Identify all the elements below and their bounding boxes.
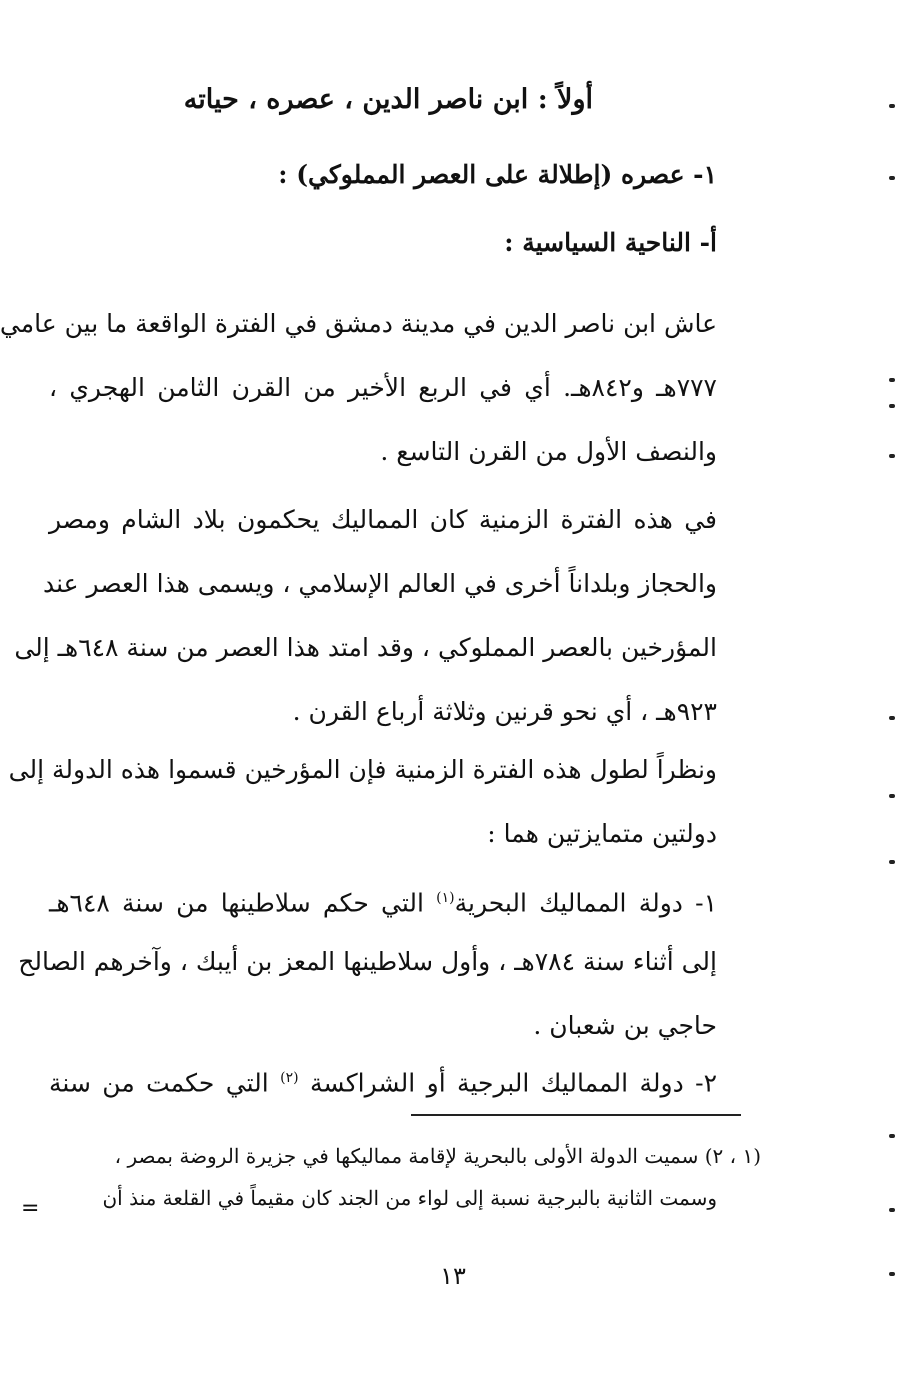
line-text: التي حكمت من سنة xyxy=(49,1068,281,1098)
paragraph-line: في هذه الفترة الزمنية كان المماليك يحكمون بلاد الشام ومصر xyxy=(49,505,717,534)
paragraph-line: ونظراً لطول هذه الفترة الزمنية فإن المؤرخين قسموا هذه الدولة إلى xyxy=(8,755,717,784)
scan-edge-mark xyxy=(889,716,895,720)
paragraph-line xyxy=(49,866,717,930)
paragraph-3 xyxy=(8,738,717,866)
continuation-mark: = xyxy=(21,1196,40,1221)
scan-edge-mark xyxy=(889,176,895,180)
paragraph-line: المؤرخين بالعصر المملوكي ، وقد امتد هذا العصر من سنة ٦٤٨هـ إلى xyxy=(14,633,717,662)
paragraph-2 xyxy=(14,488,717,744)
subsubsection-heading: أ- الناحية السياسية : xyxy=(504,228,717,257)
paragraph-line: ٩٢٣هـ ، أي نحو قرنين وثلاثة أرباع القرن . xyxy=(292,697,717,726)
paragraph-line: والنصف الأول من القرن التاسع . xyxy=(380,437,717,466)
paragraph-line: ٧٧٧هـ و٨٤٢هـ. أي في الربع الأخير من القرن الثامن الهجري ، xyxy=(49,373,717,402)
scan-edge-mark xyxy=(889,1272,895,1276)
scan-edge-mark xyxy=(889,1134,895,1138)
paragraph-line: دولتين متمايزتين هما : xyxy=(487,819,717,848)
paragraph-5 xyxy=(49,1046,717,1110)
scan-edge-mark xyxy=(889,404,895,408)
line-text: التي حكم سلاطينها من سنة ٦٤٨هـ xyxy=(49,888,437,918)
scan-edge-mark xyxy=(889,378,895,382)
scan-edge-mark xyxy=(889,860,895,864)
footnote-ref-2[interactable]: (٢) xyxy=(280,1070,299,1086)
subsection-heading: ١- عصره (إطلالة على العصر المملوكي) : xyxy=(278,160,717,189)
paragraph-line: إلى أثناء سنة ٧٨٤هـ ، وأول سلاطينها المعز بن أيبك ، وآخرهم الصالح xyxy=(18,947,717,976)
scan-edge-mark xyxy=(889,454,895,458)
paragraph-1 xyxy=(0,292,717,484)
footnote-separator xyxy=(411,1114,741,1116)
footnote-line: وسمت الثانية بالبرجية نسبة إلى لواء من الجند كان مقيماً في القلعة منذ أن xyxy=(102,1186,717,1210)
footnote-ref-1[interactable]: (١) xyxy=(436,890,455,906)
scan-edge-mark xyxy=(889,1208,895,1212)
paragraph-line: عاش ابن ناصر الدين في مدينة دمشق في الفترة الواقعة ما بين عامي xyxy=(0,309,717,338)
line-text: ٢- دولة المماليك البرجية أو الشراكسة xyxy=(298,1068,717,1098)
paragraph-line: والحجاز وبلداناً أخرى في العالم الإسلامي ، ويسمى هذا العصر عند xyxy=(43,569,717,598)
footnote-line: (١ ، ٢) سميت الدولة الأولى بالبحرية لإقامة مماليكها في جزيرة الروضة بمصر ، xyxy=(114,1144,761,1168)
section-heading: أولاً : ابن ناصر الدين ، عصره ، حياته xyxy=(183,84,593,115)
line-text: ١- دولة المماليك البحرية xyxy=(454,888,717,918)
scan-edge-mark xyxy=(889,794,895,798)
scan-edge-mark xyxy=(889,104,895,108)
paragraph-line: حاجي بن شعبان . xyxy=(533,1011,717,1040)
page-number: ١٣ xyxy=(440,1262,466,1290)
paragraph-4 xyxy=(18,866,717,1058)
paragraph-line xyxy=(49,1046,717,1110)
